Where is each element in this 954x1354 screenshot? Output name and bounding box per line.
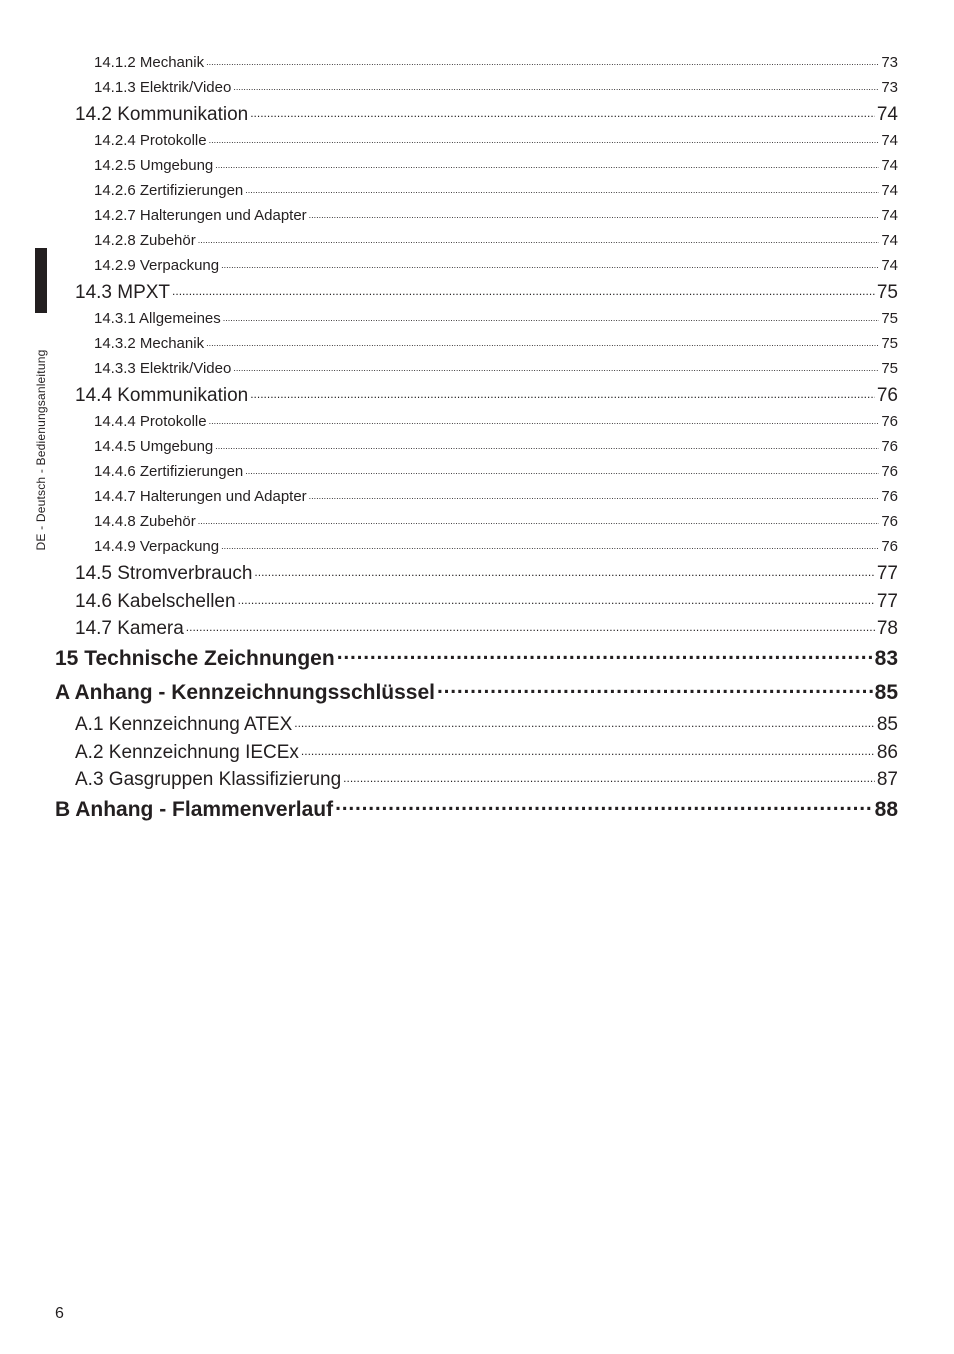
toc-entry-page: 76 xyxy=(881,413,898,430)
toc-dot-leader xyxy=(337,644,873,665)
toc-entry[interactable] xyxy=(0,155,898,175)
toc-dot-leader xyxy=(198,230,880,245)
toc-entry-page: 73 xyxy=(881,79,898,96)
toc-entry-title: A.3 Gasgruppen Klassifizierung xyxy=(75,769,342,790)
toc-entry-title: A.1 Kennzeichnung ATEX xyxy=(75,714,293,735)
toc-entry-title: 14.4.4 Protokolle xyxy=(94,413,207,430)
toc-entry-title: 14.3.3 Elektrik/Video xyxy=(94,360,232,377)
toc-dot-leader xyxy=(209,130,880,145)
toc-entry-page: 75 xyxy=(881,310,898,327)
toc-dot-leader xyxy=(215,155,879,170)
toc-entry-title: 14.3.2 Mechanik xyxy=(94,335,205,352)
toc-entry[interactable] xyxy=(0,644,898,672)
toc-entry-page: 85 xyxy=(874,681,898,704)
toc-entry-page: 75 xyxy=(876,282,898,303)
toc-entry-title: 14.2.9 Verpackung xyxy=(94,257,220,274)
toc-entry-title: 14.3.1 Allgemeines xyxy=(94,310,221,327)
toc-entry-title: B Anhang - Flammenverlauf xyxy=(55,798,334,821)
toc-dot-leader xyxy=(335,795,873,816)
toc-entry-title: 14.2 Kommunikation xyxy=(75,104,249,125)
toc-entry-page: 83 xyxy=(874,647,898,670)
toc-entry-page: 76 xyxy=(881,488,898,505)
toc-entry-page: 74 xyxy=(881,207,898,224)
toc-entry-page: 74 xyxy=(881,157,898,174)
toc-entry-title: 14.4.7 Halterungen und Adapter xyxy=(94,488,307,505)
toc-entry[interactable] xyxy=(0,102,898,126)
toc-entry-title: 14.4.5 Umgebung xyxy=(94,438,214,455)
toc-entry-title: 15 Technische Zeichnungen xyxy=(55,647,335,670)
toc-entry[interactable] xyxy=(0,795,898,823)
toc-entry[interactable] xyxy=(0,461,898,481)
toc-entry[interactable] xyxy=(0,589,898,613)
toc-dot-leader xyxy=(238,589,875,607)
toc-entry[interactable] xyxy=(0,230,898,250)
toc-entry[interactable] xyxy=(0,280,898,304)
toc-dot-leader xyxy=(250,102,875,120)
toc-entry[interactable] xyxy=(0,411,898,431)
toc-entry-page: 74 xyxy=(881,132,898,149)
toc-entry-title: 14.2.8 Zubehör xyxy=(94,232,196,249)
toc-entry[interactable] xyxy=(0,180,898,200)
toc-dot-leader xyxy=(206,333,879,348)
toc-dot-leader xyxy=(215,436,879,451)
page-number: 6 xyxy=(55,1305,64,1322)
toc-entry[interactable] xyxy=(0,383,898,407)
toc-entry-page: 74 xyxy=(881,232,898,249)
toc-entry-title: 14.5 Stromverbrauch xyxy=(75,563,253,584)
toc-entry-page: 86 xyxy=(876,742,898,763)
toc-entry[interactable] xyxy=(0,436,898,456)
toc-entry[interactable] xyxy=(0,77,898,97)
toc-entry-page: 76 xyxy=(881,538,898,555)
toc-dot-leader xyxy=(254,561,874,579)
toc-dot-leader xyxy=(223,308,880,323)
toc-entry[interactable] xyxy=(0,308,898,328)
toc-entry-title: 14.1.2 Mechanik xyxy=(94,54,205,71)
toc-entry[interactable] xyxy=(0,52,898,72)
toc-dot-leader xyxy=(221,536,879,551)
toc-entry[interactable] xyxy=(0,536,898,556)
toc-dot-leader xyxy=(172,280,875,298)
toc-entry-page: 76 xyxy=(881,463,898,480)
toc-entry[interactable] xyxy=(0,712,898,736)
toc-entry-title: A Anhang - Kennzeichnungsschlüssel xyxy=(55,681,435,704)
toc-entry-title: 14.4.8 Zubehör xyxy=(94,513,196,530)
toc-dot-leader xyxy=(250,383,875,401)
toc-entry-page: 78 xyxy=(876,618,898,639)
toc-dot-leader xyxy=(309,486,880,501)
toc-dot-leader xyxy=(198,511,880,526)
toc-entry-title: 14.3 MPXT xyxy=(75,282,171,303)
toc-entry-page: 74 xyxy=(881,257,898,274)
toc-entry[interactable] xyxy=(0,740,898,764)
toc-entry-title: A.2 Kennzeichnung IECEx xyxy=(75,742,299,763)
toc-dot-leader xyxy=(209,411,880,426)
toc-entry-page: 76 xyxy=(876,385,898,406)
toc-entry-page: 85 xyxy=(876,714,898,735)
toc-entry-title: 14.1.3 Elektrik/Video xyxy=(94,79,232,96)
toc-entry[interactable] xyxy=(0,358,898,378)
toc-entry-page: 76 xyxy=(881,513,898,530)
toc-entry[interactable] xyxy=(0,255,898,275)
toc-entry[interactable] xyxy=(0,486,898,506)
sidebar-document-label: DE - Deutsch - Bedienungsanleitung xyxy=(34,349,48,551)
toc-entry-page: 75 xyxy=(881,360,898,377)
toc-entry[interactable] xyxy=(0,767,898,791)
toc-entry-title: 14.7 Kamera xyxy=(75,618,184,639)
toc-entry[interactable] xyxy=(0,616,898,640)
toc-entry[interactable] xyxy=(0,205,898,225)
toc-entry-title: 14.2.5 Umgebung xyxy=(94,157,214,174)
toc-entry-page: 77 xyxy=(876,563,898,584)
toc-entry-title: 14.2.4 Protokolle xyxy=(94,132,207,149)
toc-entry-title: 14.4 Kommunikation xyxy=(75,385,249,406)
toc-entry-page: 88 xyxy=(874,798,898,821)
toc-dot-leader xyxy=(233,77,879,92)
toc-entry[interactable] xyxy=(0,678,898,706)
toc-dot-leader xyxy=(343,767,875,785)
toc-dot-leader xyxy=(245,180,879,195)
toc-entry-page: 73 xyxy=(881,54,898,71)
toc-entry-title: 14.4.9 Verpackung xyxy=(94,538,220,555)
toc-entry-title: 14.6 Kabelschellen xyxy=(75,591,236,612)
toc-entry[interactable] xyxy=(0,561,898,585)
toc-entry-page: 74 xyxy=(881,182,898,199)
toc-dot-leader xyxy=(301,740,875,758)
toc-entry[interactable] xyxy=(0,333,898,353)
toc-entry-title: 14.2.7 Halterungen und Adapter xyxy=(94,207,307,224)
toc-entry[interactable] xyxy=(0,511,898,531)
toc-entry[interactable] xyxy=(0,130,898,150)
toc-dot-leader xyxy=(206,52,879,67)
toc-dot-leader xyxy=(437,678,873,699)
toc-entry-title: 14.2.6 Zertifizierungen xyxy=(94,182,244,199)
toc-entry-page: 74 xyxy=(876,104,898,125)
toc-dot-leader xyxy=(309,205,880,220)
toc-entry-page: 75 xyxy=(881,335,898,352)
toc-entry-page: 87 xyxy=(876,769,898,790)
toc-entry-page: 77 xyxy=(876,591,898,612)
toc-dot-leader xyxy=(233,358,879,373)
toc-entry-title: 14.4.6 Zertifizierungen xyxy=(94,463,244,480)
toc-dot-leader xyxy=(245,461,879,476)
toc-dot-leader xyxy=(186,616,875,634)
toc-dot-leader xyxy=(294,712,875,730)
toc-dot-leader xyxy=(221,255,879,270)
toc-entry-page: 76 xyxy=(881,438,898,455)
